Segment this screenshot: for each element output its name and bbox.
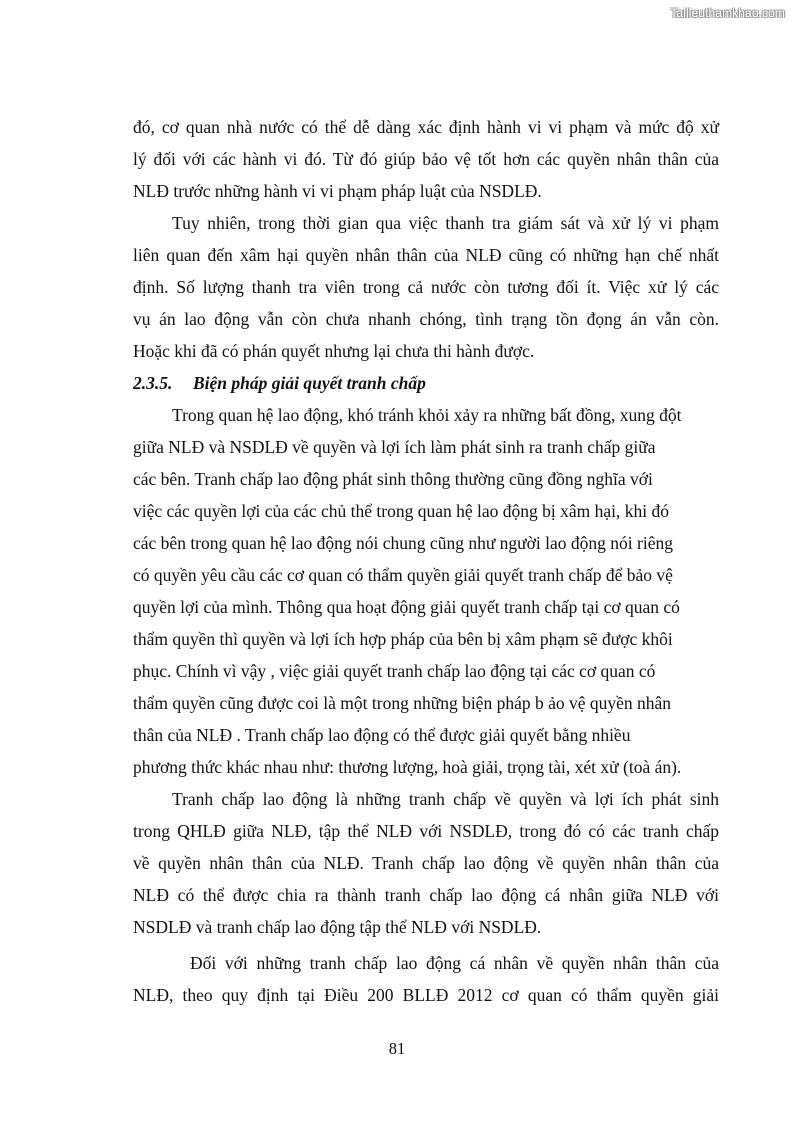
text-line: NLĐ, theo quy định tại Điều 200 BLLĐ 2012 cơ quan có thẩm quyền giải <box>133 985 719 1005</box>
text-line: vụ án lao động vẫn còn chưa nhanh chóng, tình trạng tồn đọng án vẫn còn. <box>133 309 719 329</box>
section-title: Biện pháp giải quyết tranh chấp <box>193 373 426 393</box>
text-line: Đối với những tranh chấp lao động cá nhân về quyền nhân thân của <box>190 953 719 973</box>
text-line: quyền lợi của mình. Thông qua hoạt động giải quyết tranh chấp tại cơ quan có <box>133 597 680 617</box>
text-line: giữa NLĐ và NSDLĐ về quyền và lợi ích làm phát sinh ra tranh chấp giữa <box>133 437 656 457</box>
text-line: các bên. Tranh chấp lao động phát sinh thông thường cũng đồng nghĩa với <box>133 469 653 489</box>
text-line: liên quan đến xâm hại quyền nhân thân của NLĐ cũng có những hạn chế nhất <box>133 245 719 265</box>
text-line: đó, cơ quan nhà nước có thể dễ dàng xác định hành vi vi phạm và mức độ xử <box>133 117 719 137</box>
text-line: thẩm quyền cũng được coi là một trong những biện pháp b ảo vệ quyền nhân <box>133 693 672 713</box>
text-line: có quyền yêu cầu các cơ quan có thẩm quyền giải quyết tranh chấp để bảo vệ <box>133 565 673 585</box>
page-number: 81 <box>388 1039 406 1058</box>
text-line: định. Số lượng thanh tra viên trong cả nước còn tương đối ít. Việc xử lý các <box>133 277 719 297</box>
text-line: các bên trong quan hệ lao động nói chung cũng như người lao động nói riêng <box>133 533 673 553</box>
watermark: Tailieuthamkhao.com <box>670 6 785 20</box>
text-line: về quyền nhân thân của NLĐ. Tranh chấp lao động về quyền nhân thân của <box>133 853 719 873</box>
text-line: Tuy nhiên, trong thời gian qua việc thanh tra giám sát và xử lý vi phạm <box>172 213 719 233</box>
text-line: thẩm quyền thì quyền và lợi ích hợp pháp của bên bị xâm phạm sẽ được khôi <box>133 629 673 649</box>
text-line: trong QHLĐ giữa NLĐ, tập thể NLĐ với NSDLĐ, trong đó có các tranh chấp <box>133 821 719 841</box>
text-line: việc các quyền lợi của các chủ thể trong quan hệ lao động bị xâm hại, khi đó <box>133 501 670 521</box>
text-line: NLĐ có thể được chia ra thành tranh chấp lao động cá nhân giữa NLĐ với <box>133 885 719 905</box>
text-line: phương thức khác nhau như: thương lượng, hoà giải, trọng tài, xét xử (toà án). <box>133 757 682 777</box>
text-line: Hoặc khi đã có phán quyết nhưng lại chưa thi hành được. <box>133 341 535 361</box>
section-number: 2.3.5. <box>133 373 173 393</box>
text-line: Tranh chấp lao động là những tranh chấp về quyền và lợi ích phát sinh <box>172 789 719 809</box>
section-heading <box>133 373 426 393</box>
text-line: NLĐ trước những hành vi vi phạm pháp luật của NSDLĐ. <box>133 181 542 201</box>
text-line: phục. Chính vì vậy , việc giải quyết tranh chấp lao động tại các cơ quan có <box>133 661 656 681</box>
text-line: lý đối với các hành vi đó. Từ đó giúp bảo vệ tốt hơn các quyền nhân thân của <box>133 149 719 169</box>
text-line: Trong quan hệ lao động, khó tránh khỏi xảy ra những bất đồng, xung đột <box>172 405 682 425</box>
text-line: thân của NLĐ . Tranh chấp lao động có thể được giải quyết bằng nhiều <box>133 725 631 745</box>
text-line: NSDLĐ và tranh chấp lao động tập thể NLĐ với NSDLĐ. <box>133 917 542 937</box>
